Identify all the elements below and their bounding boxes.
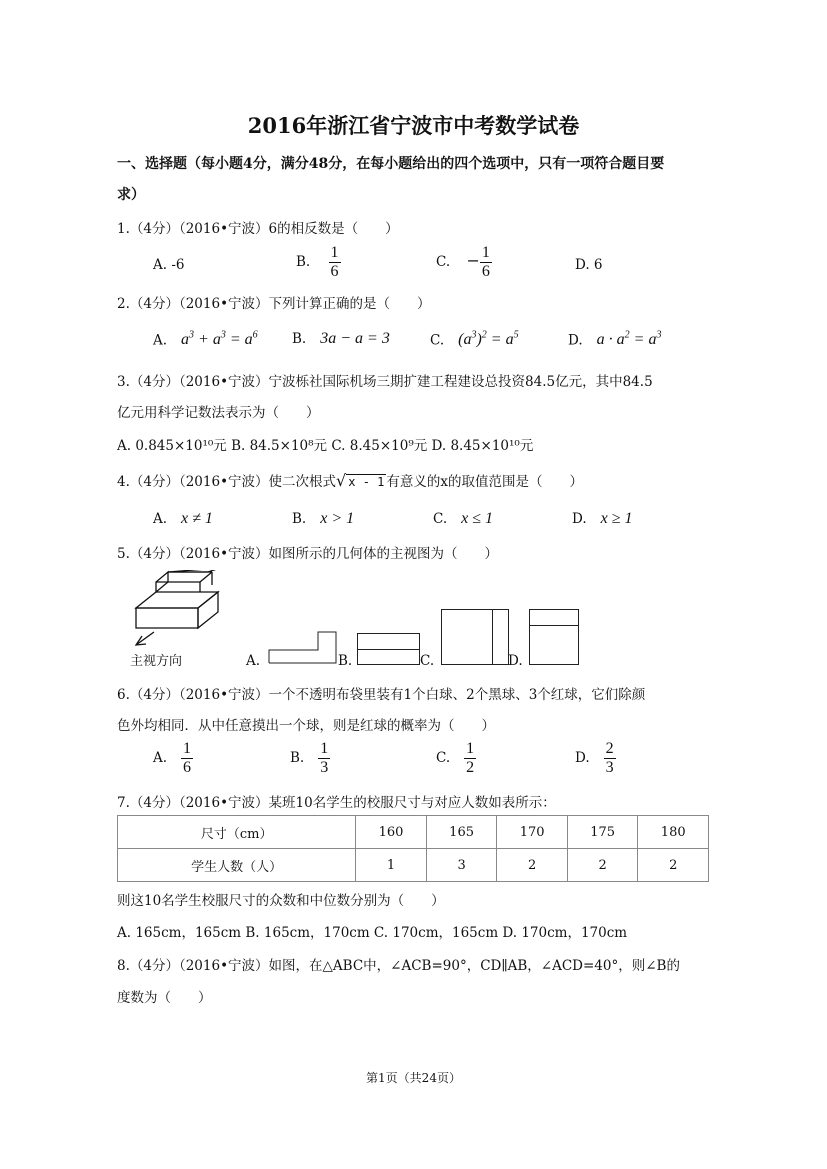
q1-stem: 1.（4分）（2016•宁波）6的相反数是（ ） bbox=[117, 221, 399, 237]
table-cell: 1 bbox=[356, 849, 427, 882]
table-cell: 180 bbox=[638, 816, 709, 849]
q4-stem-post: 有意义的x的取值范围是（ ） bbox=[386, 474, 583, 490]
frac-num: 1 bbox=[320, 740, 329, 757]
q6-option-c-label: C. bbox=[436, 750, 451, 766]
q2-option-b-label: B. bbox=[292, 331, 307, 347]
q3-stem: 3.（4分）（2016•宁波）宁波栎社国际机场三期扩建工程建设总投资84.5亿元，其中84.5 bbox=[117, 374, 653, 390]
q1-option-b-label: B. bbox=[296, 254, 311, 270]
frac-num: 1 bbox=[330, 244, 339, 261]
q5-option-b-label: B. bbox=[338, 653, 353, 669]
q6-stem: 6.（4分）（2016•宁波）一个不透明布袋里装有1个白球、2个黑球、3个红球，它们除颜 bbox=[117, 687, 646, 703]
table-cell: 175 bbox=[567, 816, 638, 849]
q1-option-b bbox=[296, 244, 341, 281]
q4-option-d: D. x ≥ 1 bbox=[572, 510, 633, 527]
frac-num: 1 bbox=[481, 244, 490, 261]
q5-option-a-label: A. bbox=[246, 653, 261, 669]
q2-option-d-label: D. bbox=[568, 332, 583, 349]
q6-option-c bbox=[436, 740, 476, 777]
q1-option-c bbox=[436, 244, 492, 281]
size-table bbox=[117, 815, 709, 882]
q5-option-d-divider bbox=[530, 625, 578, 626]
q3-stem-cont: 亿元用科学记数法表示为（ ） bbox=[117, 405, 320, 421]
q5-option-b-shape bbox=[357, 633, 420, 665]
page-footer: 第1页（共24页） bbox=[366, 1071, 461, 1085]
q4-option-b-label: B. bbox=[292, 511, 307, 527]
frac-den: 6 bbox=[183, 759, 192, 776]
table-header-cell: 学生人数（人） bbox=[118, 849, 356, 882]
frac-den: 3 bbox=[320, 759, 329, 776]
q7-stem: 7.（4分）（2016•宁波）某班10名学生的校服尺寸与对应人数如表所示： bbox=[117, 795, 556, 811]
frac-num: 2 bbox=[605, 740, 614, 757]
q1-option-a: A. -6 bbox=[153, 257, 185, 273]
q5-option-d-label: D. bbox=[508, 653, 523, 669]
q4-option-a-label: A. bbox=[153, 511, 168, 527]
frac-num: 1 bbox=[183, 740, 192, 757]
q6-option-b bbox=[290, 740, 330, 777]
q1-option-b-fraction bbox=[329, 244, 341, 281]
q5-option-c-label: C. bbox=[420, 653, 435, 669]
q7-options: A. 165cm，165cm B. 165cm，170cm C. 170cm，165cm D. 170cm，170cm bbox=[117, 925, 628, 941]
table-cell: 165 bbox=[426, 816, 497, 849]
q6-stem-cont: 色外均相同．从中任意摸出一个球，则是红球的概率为（ ） bbox=[117, 718, 495, 734]
q2-option-d: D. $a \cdot a^2 = a^3$ bbox=[568, 330, 662, 349]
q2-option-a: A. $a^3 + a^3 = a^6$ bbox=[153, 330, 258, 349]
q2-option-c: C. $(a^3)^2 = a^5$ bbox=[430, 330, 519, 349]
frac-den: 6 bbox=[481, 263, 490, 280]
table-header-cell: 尺寸（cm） bbox=[118, 816, 356, 849]
q6-option-a-label: A. bbox=[153, 750, 168, 766]
q4-option-a: A. x ≠ 1 bbox=[153, 510, 213, 527]
q6-option-a-fraction bbox=[181, 740, 193, 777]
table-cell: 2 bbox=[497, 849, 568, 882]
q7-followup: 则这10名学生校服尺寸的众数和中位数分别为（ ） bbox=[117, 893, 445, 909]
section-heading: 一、选择题（每小题4分，满分48分，在每小题给出的四个选项中，只有一项符合题目要 bbox=[117, 156, 665, 172]
q1-option-c-label: C. bbox=[436, 254, 451, 270]
q5-option-a-shape bbox=[268, 631, 338, 665]
frac-den: 2 bbox=[466, 759, 475, 776]
q4-stem-pre: 4.（4分）（2016•宁波）使二次根式 bbox=[117, 474, 337, 490]
q6-option-c-fraction bbox=[464, 740, 476, 777]
q6-option-d bbox=[575, 740, 616, 777]
table-row bbox=[118, 849, 709, 882]
q6-option-b-fraction bbox=[318, 740, 330, 777]
q6-option-b-label: B. bbox=[290, 750, 305, 766]
q2-option-c-label: C. bbox=[430, 332, 445, 349]
frac-den: 6 bbox=[330, 263, 339, 280]
q4-option-c-label: C. bbox=[433, 511, 448, 527]
q1-option-c-fraction bbox=[480, 244, 492, 281]
q2-option-b: B. 3a − a = 3 bbox=[292, 330, 390, 347]
minus-sign: − bbox=[466, 251, 480, 270]
q1-option-d: D. 6 bbox=[575, 257, 603, 273]
q4-stem bbox=[117, 470, 583, 490]
table-cell: 160 bbox=[356, 816, 427, 849]
table-cell: 170 bbox=[497, 816, 568, 849]
q5-view-direction-label: 主视方向 bbox=[130, 653, 183, 668]
sqrt-sign: √ bbox=[336, 471, 347, 490]
q8-stem-cont: 度数为（ ） bbox=[117, 990, 212, 1006]
q5-stem: 5.（4分）（2016•宁波）如图所示的几何体的主视图为（ ） bbox=[117, 546, 499, 562]
q5-solid-figure bbox=[128, 570, 223, 648]
table-row bbox=[118, 816, 709, 849]
table-cell: 3 bbox=[426, 849, 497, 882]
q2-option-a-label: A. bbox=[153, 332, 168, 349]
q5-option-c-divider bbox=[492, 610, 493, 664]
q2-stem: 2.（4分）（2016•宁波）下列计算正确的是（ ） bbox=[117, 296, 431, 312]
q5-option-b-divider bbox=[358, 649, 419, 650]
q3-options: A. 0.845×10¹⁰元 B. 84.5×10⁸元 C. 8.45×10⁹元 D. 8.45×10¹⁰元 bbox=[117, 438, 534, 454]
section-heading-cont: 求） bbox=[117, 187, 145, 203]
q4-option-b: B. x > 1 bbox=[292, 510, 355, 527]
sqrt-radicand: x - 1 bbox=[348, 475, 385, 489]
page-title: 2016年浙江省宁波市中考数学试卷 bbox=[247, 113, 580, 138]
q5-option-c-shape bbox=[441, 609, 509, 665]
q6-option-d-fraction bbox=[604, 740, 616, 777]
table-cell: 2 bbox=[567, 849, 638, 882]
q6-option-d-label: D. bbox=[575, 750, 590, 766]
q4-option-c: C. x ≤ 1 bbox=[433, 510, 494, 527]
q5-option-d-shape bbox=[529, 609, 579, 665]
q4-option-d-label: D. bbox=[572, 511, 587, 527]
frac-num: 1 bbox=[466, 740, 475, 757]
table-cell: 2 bbox=[638, 849, 709, 882]
q8-stem: 8.（4分）（2016•宁波）如图，在△ABC中，∠ACB=90°，CD∥AB，∠ACD=40°，则∠B的 bbox=[117, 958, 680, 974]
frac-den: 3 bbox=[605, 759, 614, 776]
q6-option-a bbox=[153, 740, 193, 777]
